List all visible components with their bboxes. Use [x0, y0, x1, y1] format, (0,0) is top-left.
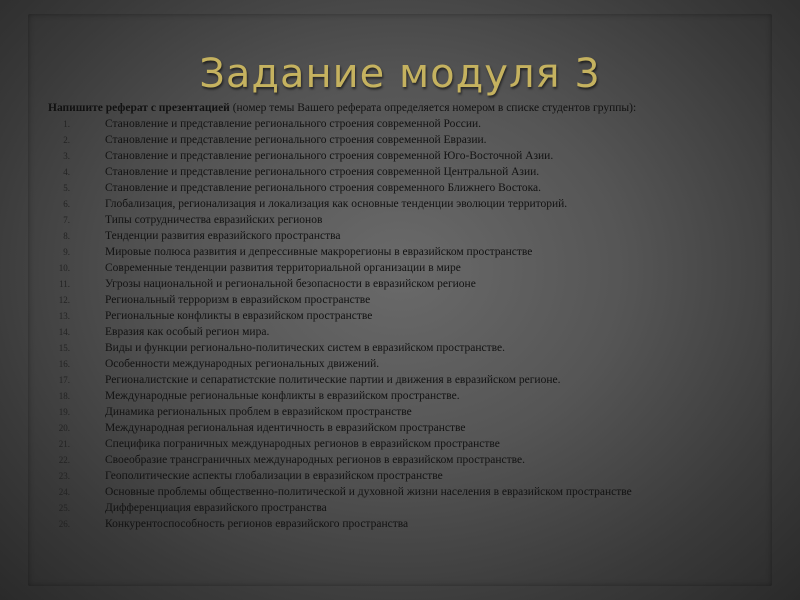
topic-list-item: [48, 228, 768, 244]
topic-text: Становление и представление регионального строения современной Юго-Восточной Азии.: [105, 150, 554, 162]
topic-number: 22.: [58, 455, 70, 465]
topic-number: 15.: [58, 343, 70, 353]
topic-number: 14.: [58, 327, 70, 337]
topic-number: 17.: [58, 375, 70, 385]
topic-text: Типы сотрудничества евразийских регионов: [105, 214, 323, 226]
topic-list-item: [48, 420, 768, 436]
topic-number: 7.: [63, 215, 70, 225]
topic-number: 5.: [63, 183, 70, 193]
topic-text: Конкурентоспособность регионов евразийского пространства: [105, 518, 409, 530]
intro-rest-text: (номер темы Вашего реферата определяется номером в списке студентов группы):: [229, 102, 637, 114]
topic-text: Особенности международных региональных движений.: [105, 358, 380, 370]
topic-text: Дифференциация евразийского пространства: [105, 502, 327, 514]
topic-text: Мировые полюса развития и депрессивные макрорегионы в евразийском пространстве: [105, 246, 533, 258]
topic-list-item: [48, 404, 768, 420]
topic-list-item: [48, 276, 768, 292]
topic-list-item: [48, 356, 768, 372]
topic-list-item: [48, 308, 768, 324]
topic-number: 6.: [63, 199, 70, 209]
topic-number: 25.: [58, 503, 70, 513]
topic-list-item: [48, 292, 768, 308]
topic-text: Становление и представление регионального строения современной России.: [105, 118, 482, 130]
intro-bold-text: Напишите реферат с презентацией: [48, 102, 230, 114]
topic-number: 23.: [58, 471, 70, 481]
topic-number: 9.: [63, 247, 70, 257]
topic-text: Современные тенденции развития территориальной организации в мире: [105, 262, 461, 274]
topic-text: Региональные конфликты в евразийском пространстве: [105, 310, 373, 322]
topic-list-item: [48, 196, 768, 212]
topic-text: Становление и представление регионального строения современной Центральной Азии.: [105, 166, 540, 178]
topic-text: Международные региональные конфликты в евразийском пространстве.: [105, 390, 460, 402]
topic-list-item: [48, 212, 768, 228]
topic-list-item: [48, 260, 768, 276]
topic-text: Региональный терроризм в евразийском пространстве: [105, 294, 371, 306]
topic-list-item: [48, 180, 768, 196]
topic-number: 8.: [63, 231, 70, 241]
topic-number: 19.: [58, 407, 70, 417]
topic-number: 12.: [58, 295, 70, 305]
topic-text: Тенденции развития евразийского пространства: [105, 230, 341, 242]
topic-list-item: [48, 116, 768, 132]
topic-number: 18.: [58, 391, 70, 401]
topic-text: Виды и функции регионально-политических систем в евразийском пространстве.: [105, 342, 505, 354]
topic-list-item: [48, 340, 768, 356]
topic-text: Глобализация, регионализация и локализация как основные тенденции эволюции территорий.: [105, 198, 568, 210]
topic-list-item: [48, 452, 768, 468]
topic-list-item: [48, 148, 768, 164]
topic-list-item: [48, 372, 768, 388]
topic-number: 16.: [58, 359, 70, 369]
topic-text: Геополитические аспекты глобализации в евразийском пространстве: [105, 470, 443, 482]
topic-list: [48, 116, 768, 532]
topic-number: 4.: [63, 167, 70, 177]
topic-number: 1.: [63, 119, 70, 129]
topic-list-item: [48, 436, 768, 452]
topic-number: 26.: [58, 519, 70, 529]
topic-text: Динамика региональных проблем в евразийском пространстве: [105, 406, 412, 418]
topic-number: 21.: [58, 439, 70, 449]
topic-list-item: [48, 500, 768, 516]
topic-text: Становление и представление регионального строения современного Ближнего Востока.: [105, 182, 541, 194]
topic-text: Евразия как особый регион мира.: [105, 326, 270, 338]
topic-list-item: [48, 468, 768, 484]
topic-list-item: [48, 164, 768, 180]
topic-text: Угрозы национальной и региональной безопасности в евразийском регионе: [105, 278, 476, 290]
topic-text: Своеобразие трансграничных международных регионов в евразийском пространстве.: [105, 454, 526, 466]
assignment-intro: [48, 100, 768, 116]
topic-list-item: [48, 388, 768, 404]
topic-number: 10.: [58, 263, 70, 273]
topic-number: 2.: [63, 135, 70, 145]
topic-list-item: [48, 516, 768, 532]
topic-number: 20.: [58, 423, 70, 433]
topic-number: 11.: [59, 279, 70, 289]
topic-list-item: [48, 324, 768, 340]
topic-list-item: [48, 244, 768, 260]
topic-text: Регионалистские и сепаратистские политические партии и движения в евразийском регионе.: [105, 374, 561, 386]
topic-list-item: [48, 484, 768, 500]
topic-number: 13.: [58, 311, 70, 321]
topic-number: 24.: [58, 487, 70, 497]
topic-list-item: [48, 132, 768, 148]
topic-text: Становление и представление регионального строения современной Евразии.: [105, 134, 487, 146]
topic-text: Основные проблемы общественно-политической и духовной жизни населения в евразийском пространстве: [105, 486, 632, 498]
topic-text: Специфика пограничных международных регионов в евразийском пространстве: [105, 438, 500, 450]
topic-text: Международная региональная идентичность в евразийском пространстве: [105, 422, 466, 434]
topic-number: 3.: [63, 151, 70, 161]
slide-title: Задание модуля 3: [199, 51, 601, 97]
